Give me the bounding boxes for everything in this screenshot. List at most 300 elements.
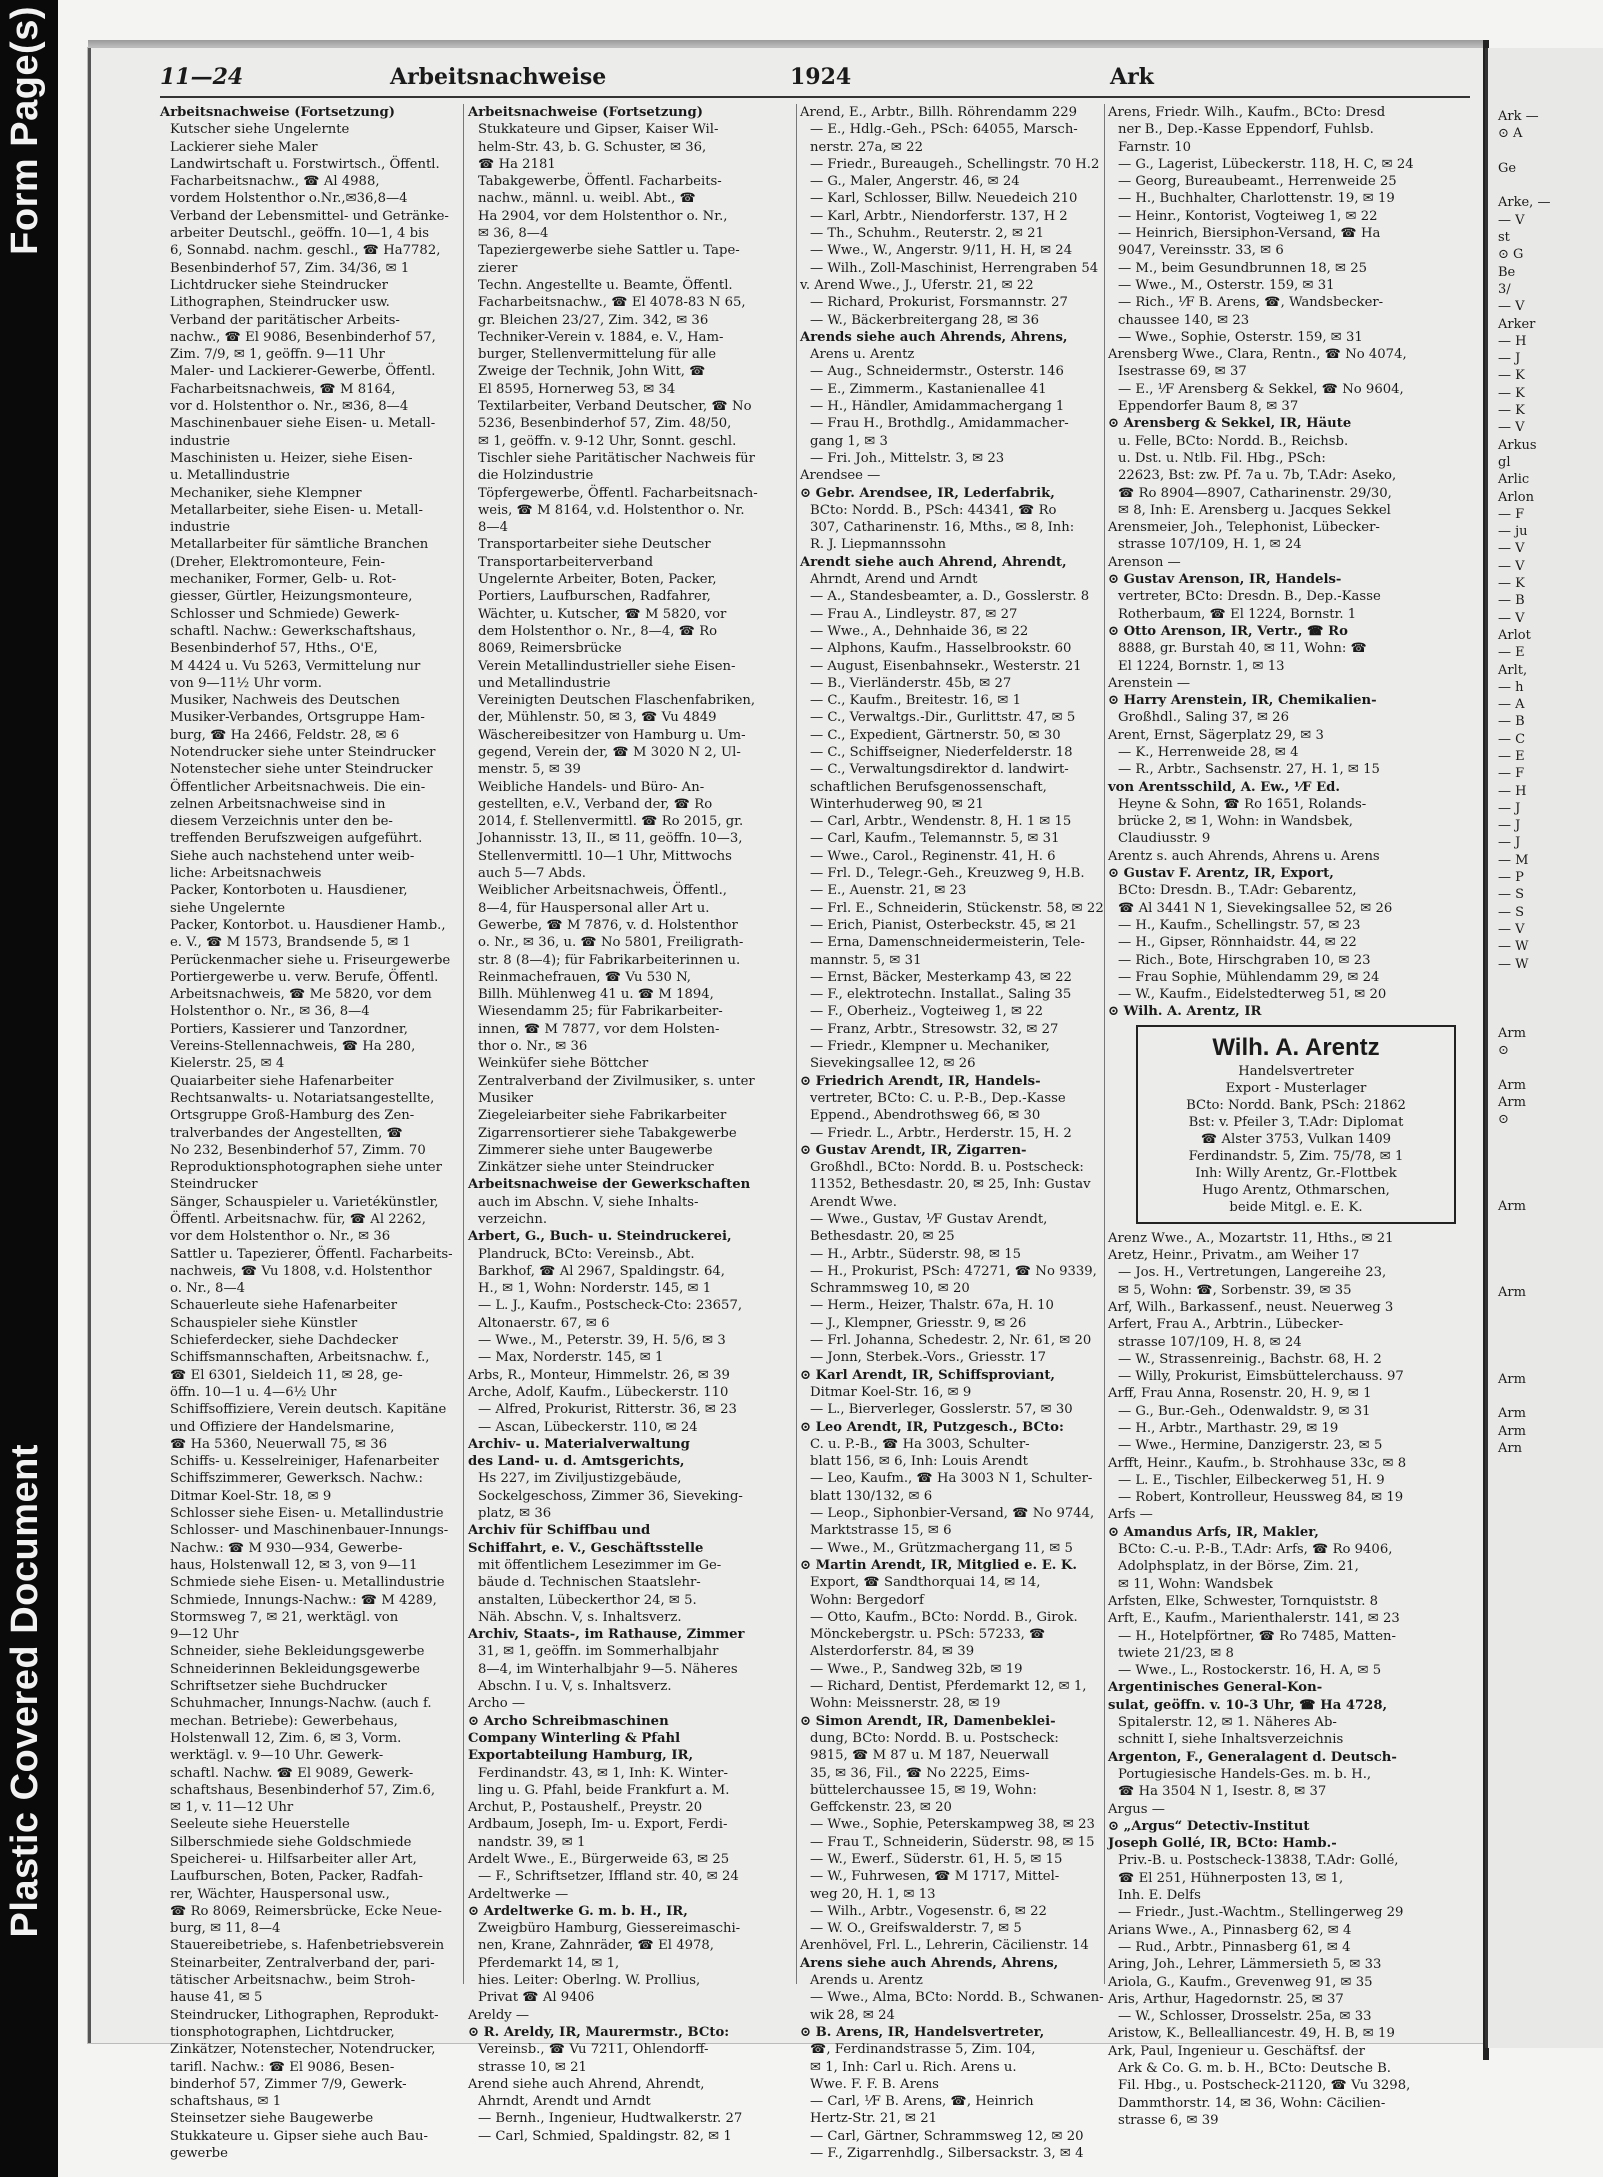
directory-line: ⊙ B. Arens, IR, Handelsvertreter, xyxy=(800,2024,1045,2040)
fragment-line: — h xyxy=(1498,679,1524,695)
directory-line: Schiffs- u. Kesselreiniger, Hafenarbeiter xyxy=(170,1454,439,1470)
directory-line: Großhdl., BCto: Nordd. B. u. Postscheck: xyxy=(810,1160,1084,1176)
directory-line: Arendsee — xyxy=(800,468,881,484)
directory-line: str. 8 (8—4); für Fabrikarbeiterinnen u. xyxy=(478,952,741,968)
fragment-line: ⊙ A xyxy=(1498,126,1523,142)
directory-line: Export, ☎ Sandthorquai 14, ✉ 14, xyxy=(810,1575,1041,1591)
fragment-line: — E xyxy=(1498,645,1525,661)
directory-line: diesem Verzeichnis unter den be- xyxy=(170,814,393,830)
directory-line: strasse 6, ✉ 39 xyxy=(1118,2112,1219,2128)
directory-line: gang 1, ✉ 3 xyxy=(810,433,888,449)
directory-line: Weiblicher Arbeitsnachweis, Öffentl., xyxy=(478,883,727,899)
directory-line: burger, Stellenvermittelung für alle xyxy=(478,347,717,363)
directory-line: Steindrucker, Lithographen, Reprodukt- xyxy=(170,2007,439,2023)
directory-line: Eppendorfer Baum 8, ✉ 37 xyxy=(1118,399,1299,415)
directory-line: Schiffszimmerer, Gewerksch. Nachw.: xyxy=(170,1471,423,1487)
directory-line: — Heinrich, Biersiphon-Versand, ☎ Ha xyxy=(1118,226,1381,242)
directory-line: Ariola, G., Kaufm., Grevenweg 91, ✉ 35 xyxy=(1108,1974,1373,1990)
directory-line: nandstr. 39, ✉ 1 xyxy=(478,1834,586,1850)
advertisement-line: Handelsvertreter xyxy=(1238,1063,1354,1079)
directory-line: — K., Herrenweide 28, ✉ 4 xyxy=(1118,744,1299,760)
directory-line: 6, Sonnabd. nachm. geschl., ☎ Ha7782, xyxy=(170,243,441,259)
directory-line: — Wwe., Gustav, ⅟F Gustav Arendt, xyxy=(810,1212,1048,1227)
directory-line: schaftl. Nachw.: Gewerkschaftshaus, xyxy=(170,623,417,639)
directory-line: Näh. Abschn. V, s. Inhaltsverz. xyxy=(478,1609,682,1625)
directory-line: helm-Str. 43, b. G. Schuster, ✉ 36, xyxy=(478,139,707,155)
directory-line: — Frl. Johanna, Schedestr. 2, Nr. 61, ✉ 20 xyxy=(810,1333,1092,1349)
fragment-line xyxy=(1498,1232,1593,1249)
directory-line: — H., Arbtr., Süderstr. 98, ✉ 15 xyxy=(810,1246,1022,1262)
directory-line: Eppend., Abendrothsweg 66, ✉ 30 xyxy=(810,1108,1041,1124)
directory-line: — Carl, Kaufm., Telemannstr. 5, ✉ 31 xyxy=(810,831,1060,847)
directory-line: Öffentl. Arbeitsnachw. für, ☎ Al 2262, xyxy=(170,1212,426,1227)
directory-line: — Richard, Prokurist, Forsmannstr. 27 xyxy=(810,295,1068,311)
directory-line: ⊙ Amandus Arfs, IR, Makler, xyxy=(1108,1524,1319,1540)
directory-line: — Rich., Bote, Hirschgraben 10, ✉ 23 xyxy=(1118,952,1371,968)
directory-line: Stukkateure u. Gipser siehe auch Bau- xyxy=(170,2128,428,2144)
fragment-line: — K xyxy=(1498,403,1525,419)
directory-line: — Th., Schuhm., Reuterstr. 2, ✉ 21 xyxy=(810,226,1044,242)
directory-line: — E., Hdlg.-Geh., PSch: 64055, Marsch- xyxy=(810,122,1078,138)
fragment-line xyxy=(1498,1353,1593,1370)
directory-line: — Alphons, Kaufm., Hasselbrookstr. 60 xyxy=(810,641,1072,657)
directory-line: Verband der Lebensmittel- und Getränke- xyxy=(170,208,449,224)
directory-line: gegend, Verein der, ☎ M 3020 N 2, Ul- xyxy=(478,744,741,760)
directory-line: ☎ El 6301, Sieldeich 11, ✉ 28, ge- xyxy=(170,1367,403,1383)
directory-line: vor d. Holstenthor o. Nr., ✉36, 8—4 xyxy=(170,399,409,415)
directory-line: Archut, P., Postaushelf., Preystr. 20 xyxy=(468,1800,703,1816)
directory-line: Arbert, G., Buch- u. Steindruckerei, xyxy=(468,1229,732,1245)
directory-line: ⊙ Archo Schreibmaschinen xyxy=(468,1713,669,1729)
directory-line: — G., Bur.-Geh., Odenwaldstr. 9, ✉ 31 xyxy=(1118,1403,1371,1419)
directory-line: Maschinenbauer siehe Eisen- u. Metall- xyxy=(170,416,436,432)
directory-line: Portiers, Laufburschen, Radfahrer, xyxy=(478,589,711,605)
directory-line: Ahrndt, Arend und Arndt xyxy=(810,572,978,588)
directory-line: Rotherbaum, ☎ El 1224, Bornstr. 1 xyxy=(1118,606,1357,622)
fragment-line xyxy=(1498,1007,1593,1024)
fragment-line: gl xyxy=(1498,454,1511,470)
directory-line: Vereins-Stellennachweis, ☎ Ha 280, xyxy=(170,1039,416,1055)
directory-line: zelnen Arbeitsnachweise sind in xyxy=(170,796,386,812)
fragment-line: st xyxy=(1498,230,1510,246)
directory-line: — W., Ewerf., Süderstr. 61, H. 5, ✉ 15 xyxy=(810,1851,1063,1867)
advertisement-line: Hugo Arentz, Othmarschen, xyxy=(1202,1182,1390,1198)
directory-line: Ortsgruppe Groß-Hamburg des Zen- xyxy=(170,1108,415,1124)
directory-line: innen, ☎ M 7877, vor dem Holsten- xyxy=(478,1021,720,1037)
directory-line: Tabakgewerbe, Öffentl. Facharbeits- xyxy=(478,174,722,190)
directory-line: Arenz Wwe., A., Mozartstr. 11, Hths., ✉ 21 xyxy=(1108,1230,1394,1246)
directory-line: — Jos. H., Vertretungen, Langereihe 23, xyxy=(1118,1265,1387,1281)
directory-line: — Karl, Arbtr., Niendorferstr. 137, H 2 xyxy=(810,208,1068,224)
directory-line: Arens u. Arentz xyxy=(810,347,915,363)
fragment-line: Arm xyxy=(1498,1094,1526,1110)
directory-line: Arche, Adolf, Kaufm., Lübeckerstr. 110 xyxy=(468,1384,729,1400)
fragment-line xyxy=(1498,1301,1593,1318)
directory-line: — H., Händler, Amidammachergang 1 xyxy=(810,399,1065,415)
directory-line: — H., Hotelpförtner, ☎ Ro 7485, Matten- xyxy=(1118,1628,1396,1644)
fragment-line: — V xyxy=(1498,921,1525,937)
directory-line: nachw., männl. u. weibl. Abt., ☎ xyxy=(478,191,696,207)
directory-line: Mönckebergstr. u. PSch: 57233, ☎ xyxy=(810,1627,1046,1643)
directory-line: — Friedr. L., Arbtr., Herderstr. 15, H. 2 xyxy=(810,1125,1072,1141)
directory-line: — E., ⅟F Arensberg & Sekkel, ☎ No 9604, xyxy=(1118,381,1404,397)
directory-line: ner B., Dep.-Kasse Eppendorf, Fuhlsb. xyxy=(1118,122,1374,138)
directory-line: brücke 2, ✉ 1, Wohn: in Wandsbek, xyxy=(1118,814,1353,830)
directory-line: ⊙ Harry Arenstein, IR, Chemikalien- xyxy=(1108,693,1377,709)
directory-line: — Robert, Kontrolleur, Heussweg 84, ✉ 19 xyxy=(1118,1490,1404,1506)
directory-line: — B., Vierländerstr. 45b, ✉ 27 xyxy=(810,675,1012,691)
directory-line: dung, BCto: Nordd. B. u. Postscheck: xyxy=(810,1730,1059,1746)
advertisement-line: Export - Musterlager xyxy=(1225,1080,1367,1096)
advertisement-line: Bst: v. Pfeiler 3, T.Adr: Diplomat xyxy=(1188,1114,1404,1130)
directory-line: Zweigbüro Hamburg, Giessereimaschi- xyxy=(478,1921,741,1937)
directory-line: Inh. E. Delfs xyxy=(1118,1888,1201,1904)
directory-line: 9—12 Uhr xyxy=(170,1627,239,1643)
directory-line: Stukkateure und Gipser, Kaiser Wil- xyxy=(478,122,719,138)
fragment-line: — A xyxy=(1498,697,1525,713)
directory-line: Ark & Co. G. m. b. H., BCto: Deutsche B. xyxy=(1118,2060,1391,2076)
directory-line: Zinkätzer, Notenstecher, Notendrucker, xyxy=(170,2042,436,2058)
directory-line: schaftshaus, Besenbinderhof 57, Zim.6, xyxy=(170,1782,436,1798)
directory-line: Maler- und Lackierer-Gewerbe, Öffentl. xyxy=(170,364,436,380)
directory-line: Archiv- u. Materialverwaltung xyxy=(468,1436,690,1452)
advertisement-line: ☎ Alster 3753, Vulkan 1409 xyxy=(1200,1131,1392,1147)
directory-line: Musiker xyxy=(478,1090,534,1106)
directory-line: 11352, Bethesdastr. 20, ✉ 25, Inh: Gustav xyxy=(810,1177,1091,1193)
directory-line: Facharbeitsnachw., ☎ Al 4988, xyxy=(170,174,380,190)
directory-line: — C., Expedient, Gärtnerstr. 50, ✉ 30 xyxy=(810,727,1061,743)
directory-line: — Alfred, Prokurist, Ritterstr. 36, ✉ 23 xyxy=(478,1402,737,1418)
directory-line: ⊙ Gustav F. Arentz, IR, Export, xyxy=(1108,866,1334,882)
directory-line: Packer, Kontorbot. u. Hausdiener Hamb., xyxy=(170,917,446,933)
directory-line: Wohn: Bergedorf xyxy=(810,1592,924,1608)
directory-line: Transportarbeiter siehe Deutscher xyxy=(478,537,711,553)
directory-line: — E., Zimmerm., Kastanienallee 41 xyxy=(810,381,1047,397)
directory-line: — Leo, Kaufm., ☎ Ha 3003 N 1, Schulter- xyxy=(810,1471,1093,1487)
directory-line: ⊙ Simon Arendt, IR, Damenbeklei- xyxy=(800,1713,1056,1729)
fragment-line xyxy=(1498,1215,1593,1232)
directory-line: — E., Auenstr. 21, ✉ 23 xyxy=(810,883,967,899)
directory-line: Großhdl., Saling 37, ✉ 26 xyxy=(1118,710,1289,726)
directory-line: Schmiede, Innungs-Nachw.: ☎ M 4289, xyxy=(170,1592,437,1608)
directory-line: — C., Verwaltungsdirektor d. landwirt- xyxy=(810,762,1069,778)
directory-line: Stellenvermittl. 10—1 Uhr, Mittwochs xyxy=(478,848,732,864)
advertisement-line: beide Mitgl. e. E. K. xyxy=(1229,1199,1363,1215)
page-ref: 11—24 xyxy=(160,64,244,90)
directory-line: ⊙ Gustav Arendt, IR, Zigarren- xyxy=(800,1142,1027,1158)
directory-line: Facharbeitsnachw., ☎ El 4078-83 N 65, xyxy=(478,295,746,311)
directory-line: industrie xyxy=(170,520,231,536)
directory-line: nen, Krane, Zahnräder, ☎ El 4978, xyxy=(478,1938,714,1954)
directory-line: Kielerstr. 25, ✉ 4 xyxy=(170,1056,285,1072)
directory-line: u. Felle, BCto: Nordd. B., Reichsb. xyxy=(1118,433,1349,449)
directory-line: — Max, Norderstr. 145, ✉ 1 xyxy=(478,1350,664,1366)
directory-line: u. Dst. u. Ntlb. Fil. Hbg., PSch: xyxy=(1118,450,1326,466)
directory-line: strasse 107/109, H. 1, ✉ 24 xyxy=(1118,537,1302,553)
directory-line: ⊙ Gustav Arenson, IR, Handels- xyxy=(1108,572,1342,588)
directory-line: ☎ Al 3441 N 1, Sievekingsallee 52, ✉ 26 xyxy=(1118,900,1393,916)
directory-line: — Rich., ⅟F B. Arens, ☎, Wandsbecker- xyxy=(1118,295,1384,311)
fragment-line: — B xyxy=(1498,714,1525,730)
fragment-line xyxy=(1498,990,1593,1007)
fragment-line: Arlon xyxy=(1498,489,1534,505)
directory-line: Facharbeitsnachweis, ☎ M 8164, xyxy=(170,381,396,397)
directory-line: Rechtsanwalts- u. Notariatsangestellte, xyxy=(170,1090,435,1106)
directory-line: Ditmar Koel-Str. 18, ✉ 9 xyxy=(170,1488,332,1504)
directory-line: ⊙ Otto Arenson, IR, Vertr., ☎ Ro xyxy=(1108,623,1348,639)
directory-line: Arends u. Arentz xyxy=(810,1973,923,1989)
directory-line: Notenstecher siehe unter Steindrucker xyxy=(170,762,433,778)
directory-line: tralverbandes der Angestellten, ☎ xyxy=(170,1125,403,1141)
directory-line: Plandruck, BCto: Vereinsb., Abt. xyxy=(478,1246,695,1262)
fragment-line: Arlic xyxy=(1498,472,1530,488)
directory-line: Lithographen, Steindrucker usw. xyxy=(170,295,390,311)
directory-line: Argenton, F., Generalagent d. Deutsch- xyxy=(1108,1749,1397,1765)
advertisement-line: Inh: Willy Arentz, Gr.-Flottbek xyxy=(1195,1165,1397,1181)
fragment-line: — V xyxy=(1498,610,1525,626)
advertisement-line: Ferdinandstr. 5, Zim. 75/78, ✉ 1 xyxy=(1188,1148,1404,1164)
directory-line: Wiesendamm 25; für Fabrikarbeiter- xyxy=(478,1004,723,1020)
directory-line: No 232, Besenbinderhof 57, Zimm. 70 xyxy=(170,1142,426,1158)
fragment-line: — K xyxy=(1498,385,1525,401)
fragment-line: — S xyxy=(1498,887,1525,903)
directory-line: — Aug., Schneidermstr., Osterstr. 146 xyxy=(810,364,1064,380)
directory-line: Arbs, R., Monteur, Himmelstr. 26, ✉ 39 xyxy=(468,1367,730,1383)
directory-line: — Willy, Prokurist, Eimsbüttelerchauss. 97 xyxy=(1118,1369,1404,1385)
directory-line: Archiv für Schiffbau und xyxy=(468,1523,651,1539)
directory-line: Schauerleute siehe Hafenarbeiter xyxy=(170,1298,398,1314)
directory-line: — Friedr., Bureaugeh., Schellingstr. 70 H.2 xyxy=(810,156,1100,172)
fragment-line: Arm xyxy=(1498,1406,1526,1422)
directory-line: Verein Metallindustrieller siehe Eisen- xyxy=(478,658,736,674)
directory-line: Textilarbeiter, Verband Deutscher, ☎ No xyxy=(478,399,752,415)
directory-line: Arensmeier, Joh., Telephonist, Lübecker- xyxy=(1108,520,1380,536)
directory-line: — C., Verwaltgs.-Dir., Gurlittstr. 47, ✉ 5 xyxy=(810,710,1076,726)
directory-line: — Leop., Siphonbier-Versand, ☎ No 9744, xyxy=(810,1506,1095,1522)
directory-line: mit öffentlichem Lesezimmer im Ge- xyxy=(478,1557,722,1573)
directory-line: — Herm., Heizer, Thalstr. 67a, H. 10 xyxy=(810,1298,1054,1314)
column-1 xyxy=(160,104,460,2162)
directory-line: Sattler u. Tapezierer, Öffentl. Facharbeits- xyxy=(170,1246,453,1262)
directory-line: ☎ Ha 5360, Neuerwall 75, ✉ 36 xyxy=(170,1436,388,1452)
directory-line: Techniker-Verein v. 1884, e. V., Ham- xyxy=(478,329,724,345)
directory-line: — F., Zigarrenhdlg., Silbersackstr. 3, ✉ 4 xyxy=(810,2146,1084,2162)
directory-line: — C., Schiffseigner, Niederfelderstr. 18 xyxy=(810,744,1073,760)
directory-line: Gewerbe, ☎ M 7876, v. d. Holstenthor xyxy=(478,917,738,933)
fragment-line: Arn xyxy=(1498,1440,1522,1456)
directory-line: Nachw.: ☎ M 930—934, Gewerbe- xyxy=(170,1540,403,1556)
directory-line: Musiker, Nachweis des Deutschen xyxy=(170,693,400,709)
directory-line: R. J. Liepmannssohn xyxy=(810,537,946,553)
directory-line: Vereinigten Deutschen Flaschenfabriken, xyxy=(478,693,756,709)
directory-line: menstr. 5, ✉ 39 xyxy=(478,762,581,778)
directory-line: — Carl, ⅟F B. Arens, ☎, Heinrich xyxy=(810,2094,1034,2110)
directory-line: 31, ✉ 1, geöffn. im Sommerhalbjahr xyxy=(478,1644,719,1660)
directory-line: Perückenmacher siehe u. Friseurgewerbe xyxy=(170,952,451,968)
directory-line: — H., Prokurist, PSch: 47271, ☎ No 9339, xyxy=(810,1263,1097,1279)
directory-line: Wwe. F. F. B. Arens xyxy=(810,2076,939,2092)
directory-line: — August, Eisenbahnsekr., Westerstr. 21 xyxy=(810,658,1082,674)
fragment-line: — H xyxy=(1498,783,1527,799)
directory-line: Arends siehe auch Ahrends, Ahrens, xyxy=(800,329,1068,345)
column-2 xyxy=(468,104,793,2144)
directory-line: — Carl, Schmied, Spaldingstr. 82, ✉ 1 xyxy=(478,2128,732,2144)
directory-line: — R., Arbtr., Sachsenstr. 27, H. 1, ✉ 15 xyxy=(1118,762,1380,778)
year: 1924 xyxy=(790,64,852,90)
directory-line: Arfert, Frau A., Arbtrin., Lübecker- xyxy=(1108,1317,1344,1333)
directory-line: Argus — xyxy=(1108,1801,1165,1817)
directory-line: — F., Oberheiz., Vogteiweg 1, ✉ 22 xyxy=(810,1004,1043,1020)
directory-line: Portiergewerbe u. verw. Berufe, Öffentl. xyxy=(170,969,439,985)
directory-line: — Rud., Arbtr., Pinnasberg 61, ✉ 4 xyxy=(1118,1939,1351,1955)
directory-line: nerstr. 27a, ✉ 22 xyxy=(810,139,923,155)
directory-line: Tischler siehe Paritätischer Nachweis für xyxy=(478,450,755,466)
directory-line: Musiker-Verbandes, Ortsgruppe Ham- xyxy=(170,710,425,726)
directory-line: Ferdinandstr. 43, ✉ 1, Inh: K. Winter- xyxy=(478,1765,728,1781)
directory-line: Silberschmiede siehe Goldschmiede xyxy=(170,1834,412,1850)
directory-line: Arbeitsnachweise (Fortsetzung) xyxy=(160,105,395,120)
directory-line: Farnstr. 10 xyxy=(1118,139,1191,155)
directory-line: 5236, Besenbinderhof 57, Zim. 48/50, xyxy=(478,416,732,432)
fragment-line: — W xyxy=(1498,956,1529,972)
directory-line: büttelerchaussee 15, ✉ 19, Wohn: xyxy=(810,1782,1037,1798)
directory-line: Schlosser- und Maschinenbauer-Innungs- xyxy=(170,1523,449,1539)
directory-line: Packer, Kontorboten u. Hausdiener, xyxy=(170,883,408,899)
directory-line: Ark, Paul, Ingenieur u. Geschäftsf. der xyxy=(1108,2043,1365,2059)
fragment-line xyxy=(1498,143,1593,160)
directory-line: — Wwe., M., Peterstr. 39, H. 5/6, ✉ 3 xyxy=(478,1333,726,1349)
fragment-line: Ge xyxy=(1498,160,1517,176)
directory-line: ☎ Ha 3504 N 1, Isestr. 8, ✉ 37 xyxy=(1118,1784,1327,1800)
fragment-line: Arm xyxy=(1498,1371,1526,1387)
directory-line: — Wwe., Hermine, Danzigerstr. 23, ✉ 5 xyxy=(1118,1438,1383,1454)
directory-line: ⊙ R. Areldy, IR, Maurermstr., BCto: xyxy=(468,2024,730,2040)
directory-line: Reproduktionsphotographen siehe unter xyxy=(170,1160,442,1176)
directory-line: — Ascan, Lübeckerstr. 110, ✉ 24 xyxy=(478,1419,698,1435)
directory-line: binderhof 57, Zimmer 7/9, Gewerk- xyxy=(170,2076,407,2092)
directory-line: Hs 227, im Ziviljustizgebäude, xyxy=(478,1471,682,1487)
directory-line: — Wwe., Carol., Reginenstr. 41, H. 6 xyxy=(810,848,1056,864)
fragment-line: — H xyxy=(1498,333,1527,349)
directory-line: Wächter, u. Kutscher, ☎ M 5820, vor xyxy=(478,606,727,622)
fragment-line: — B xyxy=(1498,593,1525,609)
directory-line: treffenden Berufszweigen aufgeführt. xyxy=(170,831,423,847)
column-divider xyxy=(796,104,797,1984)
directory-line: Weinküfer siehe Böttcher xyxy=(478,1056,649,1072)
advertisement-box xyxy=(1136,1025,1456,1224)
directory-line: Sockelgeschoss, Zimmer 36, Sieveking- xyxy=(478,1488,743,1504)
directory-line: Tapeziergewerbe siehe Sattler u. Tape- xyxy=(478,243,740,259)
fragment-line: — V xyxy=(1498,420,1525,436)
directory-line: — Wwe., W., Angerstr. 9/11, H. H, ✉ 24 xyxy=(810,243,1073,259)
fragment-line: Arkus xyxy=(1498,437,1537,453)
directory-line: — Jonn, Sterbek.-Vors., Griesstr. 17 xyxy=(810,1350,1046,1366)
directory-line: vor dem Holstenthor o. Nr., ✉ 36 xyxy=(170,1229,391,1245)
directory-line: (Dreher, Elektromonteure, Fein- xyxy=(170,554,385,570)
directory-line: Lackierer siehe Maler xyxy=(170,139,318,155)
directory-line: 8—4, für Hauspersonal aller Art u. xyxy=(478,900,710,916)
directory-line: Ahrndt, Arendt und Arndt xyxy=(478,2094,651,2110)
directory-line: — Otto, Kaufm., BCto: Nordd. B., Girok. xyxy=(810,1609,1078,1625)
directory-line: Arend siehe auch Ahrend, Ahrendt, xyxy=(468,2076,705,2092)
fragment-line xyxy=(1498,1250,1593,1267)
directory-line: schnitt I, siehe Inhaltsverzeichnis xyxy=(1118,1732,1344,1748)
directory-line: Zentralverband der Zivilmusiker, s. unter xyxy=(478,1073,755,1089)
directory-line: von 9—11½ Uhr vorm. xyxy=(170,675,322,691)
advertisement-title: Wilh. A. Arentz xyxy=(1212,1033,1380,1061)
directory-line: ⊙ Martin Arendt, IR, Mitglied e. E. K. xyxy=(800,1557,1077,1573)
directory-line: Company Winterling & Pfahl xyxy=(468,1730,681,1746)
header-rule xyxy=(160,96,1470,98)
directory-line: Lichtdrucker siehe Steindrucker xyxy=(170,277,388,293)
directory-line: Techn. Angestellte u. Beamte, Öffentl. xyxy=(478,277,733,293)
directory-line: Arensberg Wwe., Clara, Rentn., ☎ No 4074, xyxy=(1108,347,1407,363)
fragment-line: — K xyxy=(1498,576,1525,592)
directory-line: Zim. 7/9, ✉ 1, geöffn. 9—11 Uhr xyxy=(170,347,385,363)
directory-line: M 4424 u. Vu 5263, Vermittelung nur xyxy=(170,658,421,674)
directory-line: Siehe auch nachstehend unter weib- xyxy=(170,848,415,864)
directory-line: und Offiziere der Handelsmarine, xyxy=(170,1419,395,1435)
directory-line: — Erna, Damenschneidermeisterin, Tele- xyxy=(810,935,1085,951)
directory-line: — Frau T., Schneiderin, Süderstr. 98, ✉ 15 xyxy=(810,1834,1095,1850)
directory-line: — Richard, Dentist, Pferdemarkt 12, ✉ 1, xyxy=(810,1679,1087,1695)
directory-line: Portugiesische Handels-Ges. m. b. H., xyxy=(1118,1766,1372,1782)
directory-line: — W., Bäckerbreitergang 28, ✉ 36 xyxy=(810,312,1040,328)
directory-line: Arenstein — xyxy=(1108,675,1191,691)
directory-line: Arf, Wilh., Barkassenf., neust. Neuerweg 3 xyxy=(1108,1299,1394,1315)
column-divider xyxy=(1104,104,1105,1984)
fragment-line: — P xyxy=(1498,870,1524,886)
directory-line: Sänger, Schauspieler u. Varietékünstler, xyxy=(170,1194,439,1210)
directory-line: Arians Wwe., A., Pinnasberg 62, ✉ 4 xyxy=(1108,1922,1352,1938)
directory-line: — Wwe., M., Osterstr. 159, ✉ 31 xyxy=(1118,277,1335,293)
directory-line: vertreter, BCto: C. u. P.-B., Dep.-Kasse xyxy=(810,1090,1066,1106)
directory-line: ⊙ Gebr. Arendsee, IR, Lederfabrik, xyxy=(800,485,1055,501)
fragment-line xyxy=(1498,177,1593,194)
directory-line: Töpfergewerbe, Öffentl. Facharbeitsnach- xyxy=(478,485,758,501)
directory-line: Arentz s. auch Ahrends, Ahrens u. Arens xyxy=(1108,848,1380,864)
directory-line: ✉ 8, Inh: E. Arensberg u. Jacques Sekkel xyxy=(1118,502,1391,518)
directory-line: nachweis, ☎ Vu 1808, v.d. Holstenthor xyxy=(170,1263,432,1279)
directory-line: ☎ Ro 8069, Reimersbrücke, Ecke Neue- xyxy=(170,1903,442,1919)
directory-line: Sievekingsallee 12, ✉ 26 xyxy=(810,1056,976,1072)
directory-line: — Wilh., Zoll-Maschinist, Herrengraben 54 xyxy=(810,260,1099,276)
directory-line: — Wwe., L., Rostockerstr. 16, H. A, ✉ 5 xyxy=(1118,1663,1382,1679)
directory-line: industrie xyxy=(170,433,231,449)
directory-line: — Georg, Bureaubeamt., Herrenweide 25 xyxy=(1118,174,1397,190)
directory-line: Stormsweg 7, ✉ 21, werktägl. von xyxy=(170,1609,399,1625)
directory-line: der, Mühlenstr. 50, ✉ 3, ☎ Vu 4849 xyxy=(478,710,717,726)
directory-line: wik 28, ✉ 24 xyxy=(810,2007,895,2023)
directory-line: blatt 130/132, ✉ 6 xyxy=(810,1488,933,1504)
directory-line: Priv.-B. u. Postscheck-13838, T.Adr: Gollé, xyxy=(1118,1853,1399,1869)
directory-line: Adolphsplatz, in der Börse, Zim. 21, xyxy=(1118,1559,1359,1575)
directory-line: — Frau A., Lindleystr. 87, ✉ 27 xyxy=(810,606,1018,622)
directory-line: Verband der paritätischer Arbeits- xyxy=(170,312,400,328)
directory-line: — G., Lagerist, Lübeckerstr. 118, H. C, ✉ 24 xyxy=(1118,156,1414,172)
directory-line: — Wwe., Alma, BCto: Nordd. B., Schwanen- xyxy=(810,1990,1104,2006)
directory-line: ☎ Ha 2181 xyxy=(478,156,556,172)
directory-line: o. Nr., ✉ 36, u. ☎ No 5801, Freiligrath- xyxy=(478,935,744,951)
directory-line: Areldy — xyxy=(468,2007,530,2023)
directory-line: ✉ 1, Inh: Carl u. Rich. Arens u. xyxy=(810,2059,1017,2075)
directory-line: Seeleute siehe Heuerstelle xyxy=(170,1817,350,1833)
directory-line: Aristow, K., Bellealliancestr. 49, H. B, ✉ 19 xyxy=(1108,2026,1395,2042)
directory-line: — Carl, Arbtr., Wendenstr. 8, H. 1 ✉ 15 xyxy=(810,814,1072,830)
directory-line: verzeichn. xyxy=(478,1212,548,1227)
directory-line: mannstr. 5, ✉ 31 xyxy=(810,952,922,968)
directory-line: Arfft, Heinr., Kaufm., b. Strohhause 33c, ✉ 8 xyxy=(1108,1455,1407,1471)
